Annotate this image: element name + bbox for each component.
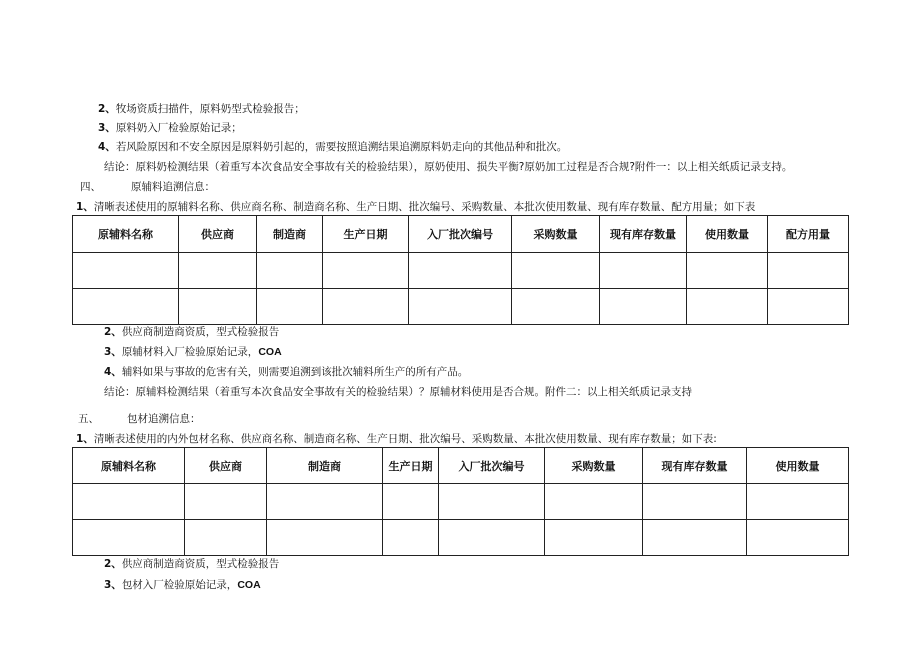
table-cell xyxy=(512,289,600,325)
column-header: 配方用量 xyxy=(768,216,849,253)
table-row xyxy=(73,484,849,520)
table-cell xyxy=(768,289,849,325)
table-cell xyxy=(323,253,409,289)
item-text: 辅料如果与事故的危害有关，则需要追溯到该批次辅料所生产的所有产品。 xyxy=(121,366,469,378)
coa-label: COA xyxy=(258,346,282,358)
column-header: 使用数量 xyxy=(687,216,768,253)
section4-intro xyxy=(76,200,755,214)
item-text: 原料奶入厂检验原始记录； xyxy=(115,122,242,134)
column-header: 供应商 xyxy=(179,216,257,253)
list-item xyxy=(104,557,279,571)
column-header: 生产日期 xyxy=(323,216,409,253)
column-header: 制造商 xyxy=(257,216,323,253)
item-text: 清晰表述使用的内外包材名称、供应商名称、制造商名称、生产日期、批次编号、采购数量、本批次使用数量、现有库存数量；如下表: xyxy=(93,433,717,445)
table-cell xyxy=(383,484,439,520)
table-cell xyxy=(409,253,512,289)
table-header-row xyxy=(73,216,849,253)
column-header: 使用数量 xyxy=(747,448,849,484)
table-cell xyxy=(687,253,768,289)
item-number: 3、 xyxy=(104,346,122,358)
table-cell xyxy=(73,520,185,556)
table-cell xyxy=(747,484,849,520)
section-number: 五、 xyxy=(78,413,99,425)
list-item xyxy=(98,102,305,116)
table-row xyxy=(73,520,849,556)
table-cell xyxy=(600,253,687,289)
table-cell xyxy=(185,520,267,556)
item-number: 3、 xyxy=(104,579,122,591)
item-number: 4、 xyxy=(98,141,116,153)
raw-material-table xyxy=(72,215,849,325)
table-cell xyxy=(185,484,267,520)
column-header: 供应商 xyxy=(185,448,267,484)
packaging-table xyxy=(72,447,849,556)
table-row xyxy=(73,289,849,325)
column-header: 现有库存数量 xyxy=(600,216,687,253)
table-cell xyxy=(267,484,383,520)
list-item xyxy=(104,365,468,379)
section-title: 原辅料追溯信息： xyxy=(131,181,215,193)
item-number: 2、 xyxy=(104,558,122,570)
table-cell xyxy=(545,484,643,520)
table-cell xyxy=(545,520,643,556)
section5-heading xyxy=(78,412,201,426)
column-header: 生产日期 xyxy=(383,448,439,484)
item-text: 供应商制造商资质，型式检验报告 xyxy=(121,558,280,570)
section5-intro xyxy=(76,432,717,446)
item-text: 清晰表述使用的原辅料名称、供应商名称、制造商名称、生产日期、批次编号、采购数量、本批次使用数量、现有库存数量、配方用量；如下表 xyxy=(93,201,756,213)
list-item xyxy=(104,578,261,592)
column-header: 采购数量 xyxy=(545,448,643,484)
list-item xyxy=(104,325,279,339)
item-text: 供应商制造商资质，型式检验报告 xyxy=(121,326,280,338)
column-header: 原辅料名称 xyxy=(73,448,185,484)
section4-heading xyxy=(80,180,215,194)
column-header: 入厂批次编号 xyxy=(439,448,545,484)
table-row xyxy=(73,253,849,289)
column-header: 入厂批次编号 xyxy=(409,216,512,253)
column-header: 采购数量 xyxy=(512,216,600,253)
item-number: 2、 xyxy=(104,326,122,338)
table-cell xyxy=(409,289,512,325)
table-cell xyxy=(439,520,545,556)
table-cell xyxy=(257,253,323,289)
section4-conclusion: 结论：原辅料检测结果（着重写本次食品安全事故有关的检验结果）？原辅材料使用是否合规。附件二：以上相关纸质记录支持 xyxy=(104,386,692,398)
list-item xyxy=(98,121,242,135)
coa-label: COA xyxy=(237,579,261,591)
list-item xyxy=(104,345,282,359)
table-cell xyxy=(747,520,849,556)
table-cell xyxy=(687,289,768,325)
table-cell xyxy=(643,484,747,520)
item-text: 原辅材料入厂检验原始记录， xyxy=(121,346,259,358)
column-header: 现有库存数量 xyxy=(643,448,747,484)
table-cell xyxy=(73,484,185,520)
table-cell xyxy=(257,289,323,325)
table-cell xyxy=(600,289,687,325)
item-number: 4、 xyxy=(104,366,122,378)
table-cell xyxy=(73,289,179,325)
list-item xyxy=(98,140,567,154)
table-header-row xyxy=(73,448,849,484)
item-number: 2、 xyxy=(98,103,116,115)
table-cell xyxy=(73,253,179,289)
column-header: 制造商 xyxy=(267,448,383,484)
item-number: 1、 xyxy=(76,201,94,213)
item-number: 1、 xyxy=(76,433,94,445)
section3-conclusion: 结论：原料奶检测结果（着重写本次食品安全事故有关的检验结果），原奶使用、损失平衡?原奶加工过程是否合规?附件一：以上相关纸质记录支持。 xyxy=(104,161,793,173)
table-cell xyxy=(323,289,409,325)
item-text: 若风险原因和不安全原因是原料奶引起的，需要按照追溯结果追溯原料奶走向的其他品种和批次。 xyxy=(115,141,568,153)
table-cell xyxy=(768,253,849,289)
table-cell xyxy=(439,484,545,520)
item-text: 包材入厂检验原始记录， xyxy=(121,579,238,591)
column-header: 原辅料名称 xyxy=(73,216,179,253)
table-cell xyxy=(643,520,747,556)
table-cell xyxy=(383,520,439,556)
item-number: 3、 xyxy=(98,122,116,134)
table-cell xyxy=(512,253,600,289)
item-text: 牧场资质扫描件，原料奶型式检验报告； xyxy=(115,103,305,115)
section-number: 四、 xyxy=(80,181,101,193)
table-cell xyxy=(179,253,257,289)
table-cell xyxy=(267,520,383,556)
table-cell xyxy=(179,289,257,325)
section-title: 包材追溯信息： xyxy=(127,413,201,425)
